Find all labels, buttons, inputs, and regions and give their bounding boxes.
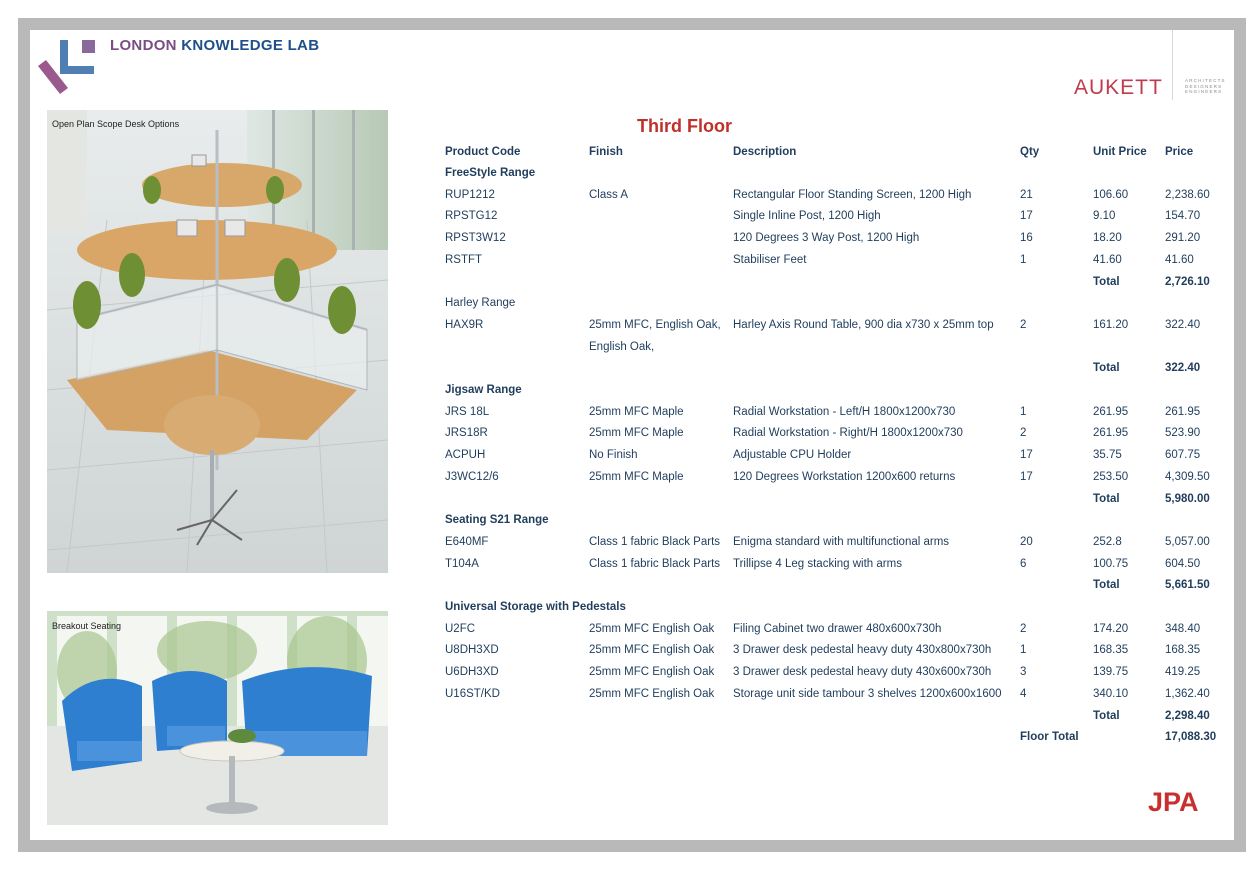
cell-finish: 25mm MFC English Oak [589, 666, 715, 678]
cell-finish: 25mm MFC Maple [589, 427, 684, 439]
cell-finish: 25mm MFC English Oak [589, 688, 715, 700]
column-header-price: Price [1165, 146, 1194, 158]
cell-product-code: RPST3W12 [445, 232, 506, 244]
total-value: 2,726.10 [1165, 276, 1210, 288]
cell-product-code: E640MF [445, 536, 489, 548]
cell-product-code: J3WC12/6 [445, 471, 499, 483]
cell-qty: 2 [1020, 319, 1027, 331]
cell-unit-price: 18.20 [1093, 232, 1122, 244]
cell-description: Single Inline Post, 1200 High [733, 210, 881, 222]
cell-product-code: JRS 18L [445, 406, 490, 418]
lkl-logo-icon [36, 36, 100, 96]
cell-qty: 6 [1020, 558, 1027, 570]
brand-name [110, 37, 319, 54]
cell-description: 120 Degrees 3 Way Post, 1200 High [733, 232, 920, 244]
cell-qty: 20 [1020, 536, 1033, 548]
cell-qty: 2 [1020, 427, 1027, 439]
cell-product-code: RUP1212 [445, 189, 495, 201]
aukett-sub-line: ARCHITECTS [1185, 78, 1226, 83]
section-heading: Jigsaw Range [445, 384, 522, 396]
cell-product-code: RPSTG12 [445, 210, 498, 222]
total-value: 322.40 [1165, 362, 1201, 374]
aukett-logo: AUKETT [1074, 76, 1163, 99]
cell-finish: Class 1 fabric Black Parts [589, 558, 721, 570]
cell-qty: 17 [1020, 471, 1033, 483]
cell-description: Enigma standard with multifunctional arms [733, 536, 950, 548]
cell-description: Stabiliser Feet [733, 254, 807, 266]
cell-finish: English Oak, [589, 341, 655, 353]
aukett-subtitle [1185, 78, 1226, 95]
cell-price: 41.60 [1165, 254, 1194, 266]
total-value: 2,298.40 [1165, 710, 1210, 722]
cell-qty: 4 [1020, 688, 1027, 700]
total-label: Total [1093, 493, 1120, 505]
cell-product-code: RSTFT [445, 254, 483, 266]
cell-description: Adjustable CPU Holder [733, 449, 852, 461]
cell-price: 1,362.40 [1165, 688, 1210, 700]
cell-description: Storage unit side tambour 3 shelves 1200x600x1600 [733, 688, 1002, 700]
total-label: Total [1093, 362, 1120, 374]
cell-finish: 25mm MFC English Oak [589, 644, 715, 656]
cell-unit-price: 139.75 [1093, 666, 1129, 678]
cell-price: 168.35 [1165, 644, 1201, 656]
cell-product-code: JRS18R [445, 427, 488, 439]
cell-qty: 16 [1020, 232, 1033, 244]
cell-price: 2,238.60 [1165, 189, 1210, 201]
cell-unit-price: 168.35 [1093, 644, 1129, 656]
column-header-product-code: Product Code [445, 146, 521, 158]
cell-unit-price: 252.8 [1093, 536, 1122, 548]
cell-description: Radial Workstation - Left/H 1800x1200x730 [733, 406, 956, 418]
cell-description: 3 Drawer desk pedestal heavy duty 430x800x730h [733, 644, 992, 656]
cell-unit-price: 261.95 [1093, 427, 1129, 439]
cell-unit-price: 340.10 [1093, 688, 1129, 700]
cell-unit-price: 261.95 [1093, 406, 1129, 418]
cell-price: 4,309.50 [1165, 471, 1210, 483]
desk-photo-caption: Open Plan Scope Desk Options [52, 119, 180, 129]
cell-price: 348.40 [1165, 623, 1201, 635]
section-heading: Harley Range [445, 297, 516, 309]
brand-part2: KNOWLEDGE LAB [181, 37, 320, 54]
page-title: Third Floor [637, 116, 732, 136]
cell-product-code: U2FC [445, 623, 476, 635]
cell-price: 607.75 [1165, 449, 1201, 461]
cell-price: 419.25 [1165, 666, 1201, 678]
cell-unit-price: 100.75 [1093, 558, 1129, 570]
section-heading: Seating S21 Range [445, 514, 549, 526]
cell-product-code: ACPUH [445, 449, 486, 461]
cell-unit-price: 106.60 [1093, 189, 1129, 201]
total-label: Total [1093, 579, 1120, 591]
cell-unit-price: 253.50 [1093, 471, 1129, 483]
cell-qty: 21 [1020, 189, 1033, 201]
cell-description: Filing Cabinet two drawer 480x600x730h [733, 623, 942, 635]
seating-illustration [47, 611, 388, 825]
section-heading: FreeStyle Range [445, 167, 536, 179]
cell-product-code: T104A [445, 558, 479, 570]
total-label: Total [1093, 276, 1120, 288]
desk-illustration [47, 110, 388, 573]
column-header-finish: Finish [589, 146, 623, 158]
aukett-divider [1172, 30, 1173, 100]
brand-part1: LONDON [110, 37, 182, 54]
cell-finish: Class 1 fabric Black Parts [589, 536, 721, 548]
cell-description: Trillipse 4 Leg stacking with arms [733, 558, 902, 570]
cell-price: 291.20 [1165, 232, 1201, 244]
cell-qty: 17 [1020, 449, 1033, 461]
cell-finish: 25mm MFC, English Oak, [589, 319, 721, 331]
cell-product-code: U6DH3XD [445, 666, 499, 678]
floor-total-value: 17,088.30 [1165, 731, 1217, 743]
desk-photo [47, 110, 388, 573]
total-value: 5,661.50 [1165, 579, 1210, 591]
cell-unit-price: 9.10 [1093, 210, 1116, 222]
cell-description: 3 Drawer desk pedestal heavy duty 430x600x730h [733, 666, 992, 678]
aukett-sub-line: DESIGNERS [1185, 83, 1223, 89]
cell-description: 120 Degrees Workstation 1200x600 returns [733, 471, 956, 483]
cell-unit-price: 35.75 [1093, 449, 1122, 461]
cell-description: Harley Axis Round Table, 900 dia x730 x 25mm top [733, 319, 994, 331]
jpa-logo: JPA [1148, 787, 1199, 817]
total-value: 5,980.00 [1165, 493, 1210, 505]
cell-qty: 3 [1020, 666, 1027, 678]
cell-qty: 2 [1020, 623, 1027, 635]
cell-finish: 25mm MFC Maple [589, 471, 684, 483]
cell-product-code: U16ST/KD [445, 688, 500, 700]
section-heading: Universal Storage with Pedestals [445, 601, 626, 613]
cell-qty: 1 [1020, 644, 1027, 656]
cell-qty: 17 [1020, 210, 1033, 222]
aukett-sub-line: ENGINEERS [1185, 89, 1223, 94]
cell-price: 5,057.00 [1165, 536, 1210, 548]
cell-price: 154.70 [1165, 210, 1201, 222]
total-label: Total [1093, 710, 1120, 722]
cell-finish: Class A [589, 189, 628, 201]
cell-qty: 1 [1020, 254, 1027, 266]
cell-finish: No Finish [589, 449, 638, 461]
cell-finish: 25mm MFC Maple [589, 406, 684, 418]
cell-description: Radial Workstation - Right/H 1800x1200x730 [733, 427, 963, 439]
cell-unit-price: 174.20 [1093, 623, 1129, 635]
column-header-description: Description [733, 146, 797, 158]
cell-unit-price: 161.20 [1093, 319, 1129, 331]
seating-photo-caption: Breakout Seating [52, 621, 122, 631]
cell-price: 322.40 [1165, 319, 1201, 331]
cell-qty: 1 [1020, 406, 1027, 418]
column-header-qty: Qty [1020, 146, 1040, 158]
cell-price: 261.95 [1165, 406, 1201, 418]
cell-price: 604.50 [1165, 558, 1201, 570]
cell-product-code: U8DH3XD [445, 644, 499, 656]
cell-product-code: HAX9R [445, 319, 484, 331]
cell-finish: 25mm MFC English Oak [589, 623, 715, 635]
floor-total-label: Floor Total [1020, 731, 1079, 743]
cell-price: 523.90 [1165, 427, 1201, 439]
seating-photo [47, 611, 388, 825]
cell-unit-price: 41.60 [1093, 254, 1122, 266]
cell-description: Rectangular Floor Standing Screen, 1200 High [733, 189, 972, 201]
column-header-unit-price: Unit Price [1093, 146, 1147, 158]
